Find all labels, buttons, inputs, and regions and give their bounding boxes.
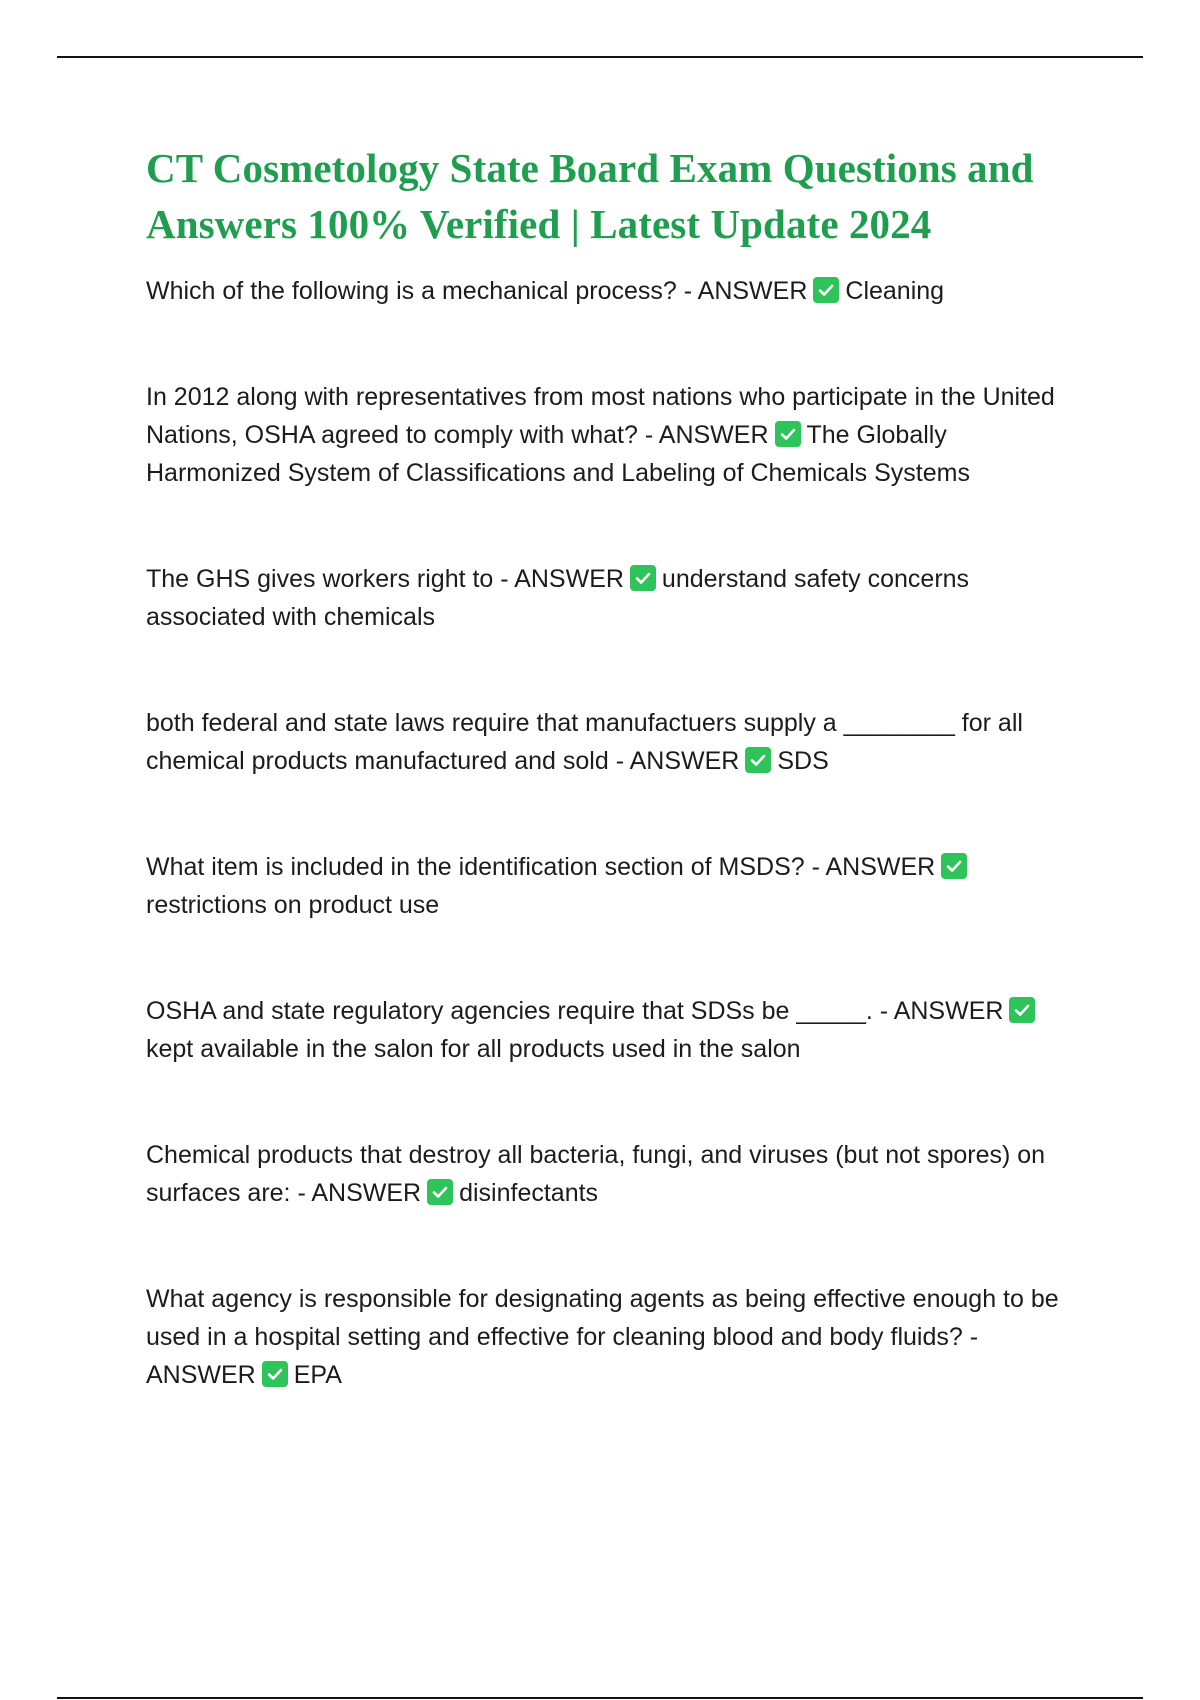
answer-marker: - ANSWER	[146, 1323, 979, 1389]
answer-marker: - ANSWER	[811, 853, 936, 881]
question-text: In 2012 along with representatives from most nations who participate in the United Nations, OSHA agreed to comply with what?	[146, 383, 1055, 449]
check-box-icon	[745, 747, 771, 773]
answer-marker: - ANSWER	[297, 1179, 422, 1207]
answer-text: Cleaning	[845, 277, 945, 305]
check-box-icon	[941, 853, 967, 879]
qa-item	[146, 848, 1086, 924]
answer-text: understand safety concerns associated with chemicals	[146, 565, 970, 631]
answer-text: disinfectants	[459, 1179, 599, 1207]
question-text: Chemical products that destroy all bacteria, fungi, and viruses (but not spores) on surfaces are:	[146, 1141, 1046, 1207]
document-body	[146, 140, 1086, 1394]
answer-marker: - ANSWER	[683, 277, 808, 305]
qa-item	[146, 992, 1086, 1068]
qa-item	[146, 704, 1086, 780]
question-text: What item is included in the identification section of MSDS?	[146, 853, 805, 881]
check-box-icon	[1009, 997, 1035, 1023]
question-text: What agency is responsible for designating agents as being effective enough to be used in a hospital setting and effective for cleaning blood and body fluids?	[146, 1285, 1059, 1351]
check-box-icon	[262, 1361, 288, 1387]
check-box-icon	[427, 1179, 453, 1205]
answer-text: EPA	[293, 1361, 342, 1389]
question-text: OSHA and state regulatory agencies require that SDSs be _____.	[146, 997, 873, 1025]
document-title: CT Cosmetology State Board Exam Questions and Answers 100% Verified | Latest Update 2024	[146, 145, 1034, 247]
answer-text: kept available in the salon for all products used in the salon	[146, 1035, 801, 1063]
answer-text: restrictions on product use	[146, 891, 440, 919]
question-text: both federal and state laws require that manufactuers supply a ________ for all chemical products manufactured and sold	[146, 709, 1023, 775]
top-divider	[57, 56, 1143, 58]
qa-item	[146, 1136, 1086, 1212]
qa-item	[146, 560, 1086, 636]
check-box-icon	[813, 277, 839, 303]
qa-item	[146, 1280, 1086, 1394]
qa-list	[146, 272, 1086, 1394]
qa-item	[146, 272, 1086, 310]
answer-marker: - ANSWER	[500, 565, 624, 593]
check-box-icon	[775, 421, 801, 447]
bottom-divider	[57, 1697, 1143, 1699]
answer-marker: - ANSWER	[879, 997, 1004, 1025]
answer-text: SDS	[777, 747, 829, 775]
answer-text: The Globally Harmonized System of Classifications and Labeling of Chemicals Systems	[146, 421, 970, 487]
question-text: The GHS gives workers right to	[146, 565, 494, 593]
answer-marker: - ANSWER	[644, 421, 769, 449]
question-text: Which of the following is a mechanical process?	[146, 277, 677, 305]
answer-marker: - ANSWER	[615, 747, 740, 775]
check-box-icon	[630, 565, 656, 591]
qa-item	[146, 378, 1086, 492]
